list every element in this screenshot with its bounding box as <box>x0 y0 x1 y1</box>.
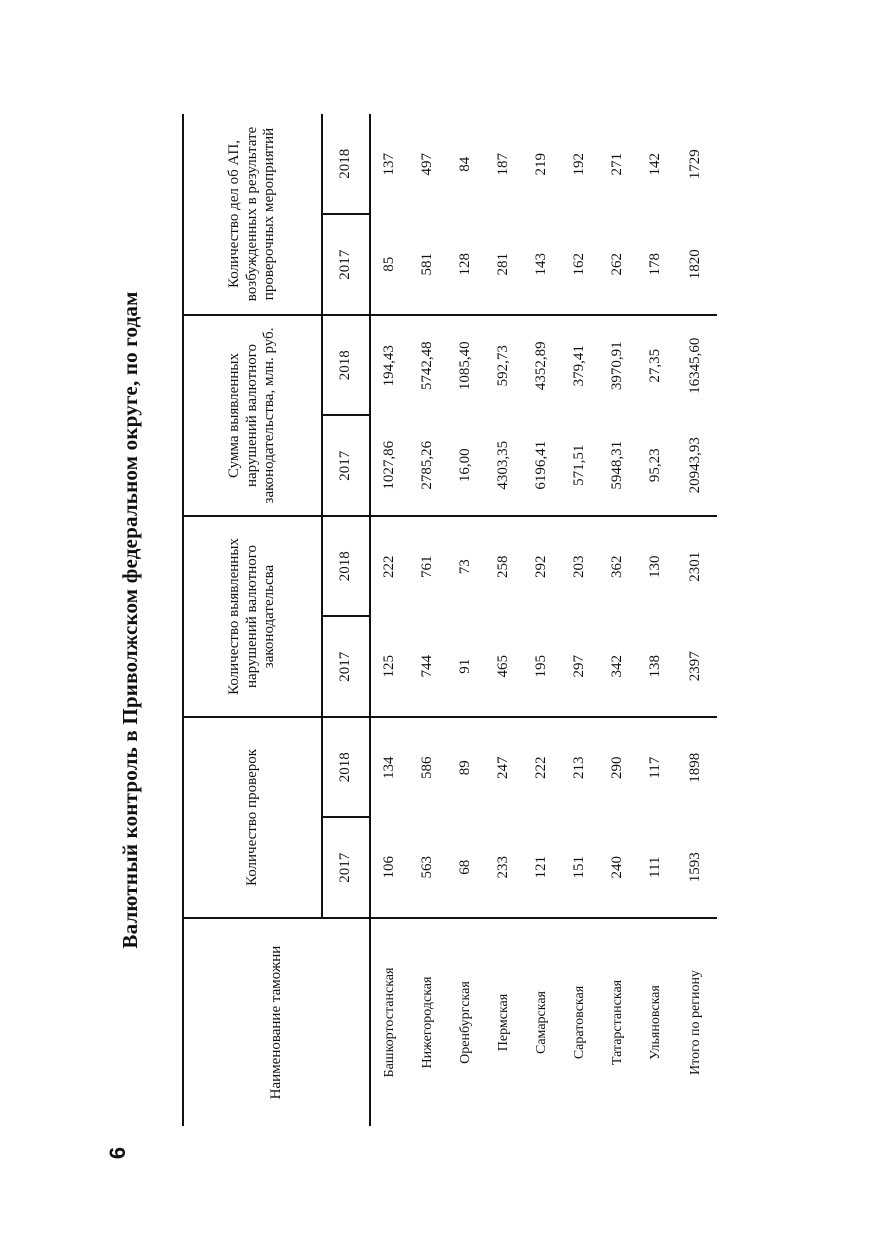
table-header-row <box>183 114 322 1126</box>
year-header: 2017 <box>322 215 370 316</box>
table-row <box>409 114 447 1126</box>
cell-value: 4352,89 <box>523 315 561 416</box>
cell-value: 586 <box>409 717 447 818</box>
row-name: Татарстанская <box>599 918 637 1126</box>
rotated-content <box>110 100 750 1140</box>
cell-value: 222 <box>370 516 409 617</box>
cell-value: 592,73 <box>485 315 523 416</box>
cell-value: 20943,93 <box>687 437 704 494</box>
cell-value: 187 <box>495 153 512 176</box>
cell-value: 1820 <box>687 249 704 280</box>
cell-value: 213 <box>561 717 599 818</box>
year-header: 2017 <box>322 617 370 718</box>
cell-value: 342 <box>609 655 626 678</box>
table-total-row <box>675 114 717 1126</box>
cell-value: 5742,48 <box>409 315 447 416</box>
cell-value: 465 <box>495 655 512 678</box>
cell-value: 151 <box>571 856 588 879</box>
group-header-violations <box>183 516 322 717</box>
cell-value: 194,43 <box>370 315 409 416</box>
table-row <box>447 114 485 1126</box>
currency-control-table <box>182 114 717 1126</box>
cell-value: 16345,60 <box>675 315 717 416</box>
year-header: 2018 <box>322 315 370 416</box>
cell-value: 68 <box>457 859 474 875</box>
year-header: 2018 <box>322 717 370 818</box>
cell-value: 117 <box>637 717 675 818</box>
cell-value: 4303,35 <box>495 440 512 490</box>
group-label: Количество дел об АП, возбужденных в результате проверочных мероприятий <box>226 126 277 302</box>
cell-value: 178 <box>647 253 664 276</box>
cell-value: 761 <box>409 516 447 617</box>
cell-value: 1593 <box>687 852 704 883</box>
row-name: Саратовская <box>561 918 599 1126</box>
table-row <box>370 114 409 1126</box>
cell-value: 281 <box>495 253 512 276</box>
cell-value: 2785,26 <box>419 440 436 490</box>
cell-value: 5948,31 <box>609 440 626 490</box>
row-name: Пермская <box>485 918 523 1126</box>
cell-value: 125 <box>381 655 398 678</box>
cell-value: 379,41 <box>561 315 599 416</box>
cell-value: 192 <box>571 153 588 176</box>
cell-value: 2397 <box>687 651 704 682</box>
cell-value: 89 <box>447 717 485 818</box>
name-column-header: Наименование таможни <box>183 918 370 1126</box>
table-row <box>523 114 561 1126</box>
page-number: 6 <box>105 1146 130 1160</box>
group-header-violation-sum <box>183 315 322 516</box>
cell-value: 297 <box>571 655 588 678</box>
cell-value: 271 <box>609 153 626 176</box>
cell-value: 27,35 <box>637 315 675 416</box>
cell-value: 233 <box>495 856 512 879</box>
year-header: 2018 <box>322 516 370 617</box>
cell-value: 138 <box>647 655 664 678</box>
group-label: Количество выявленных нарушений валютного законодательсва <box>226 538 277 695</box>
cell-value: 563 <box>419 856 436 879</box>
table-row <box>485 114 523 1126</box>
cell-value: 571,51 <box>571 444 588 486</box>
cell-value: 16,00 <box>457 448 474 483</box>
year-header: 2017 <box>322 818 370 919</box>
cell-value: 290 <box>599 717 637 818</box>
row-name: Оренбургская <box>447 918 485 1126</box>
cell-value: 262 <box>609 253 626 276</box>
cell-value: 121 <box>533 856 550 879</box>
row-name: Итого по региону <box>675 918 717 1126</box>
cell-value: 258 <box>485 516 523 617</box>
cell-value: 292 <box>523 516 561 617</box>
cell-value: 222 <box>523 717 561 818</box>
row-name: Нижегородская <box>409 918 447 1126</box>
cell-value: 1027,86 <box>381 440 398 490</box>
cell-value: 3970,91 <box>599 315 637 416</box>
cell-value: 362 <box>599 516 637 617</box>
cell-value: 247 <box>485 717 523 818</box>
cell-value: 137 <box>381 153 398 176</box>
table-title: Валютный контроль в Приволжском федеральном округе, по годам <box>117 291 142 949</box>
cell-value: 1898 <box>675 717 717 818</box>
row-name: Самарская <box>523 918 561 1126</box>
year-header: 2018 <box>322 114 370 215</box>
cell-value: 91 <box>457 658 474 674</box>
row-name: Ульяновская <box>637 918 675 1126</box>
cell-value: 203 <box>561 516 599 617</box>
group-label: Сумма выявленных нарушений валютного законодательства, млн. руб. <box>226 327 277 504</box>
cell-value: 497 <box>419 153 436 176</box>
cell-value: 240 <box>609 856 626 879</box>
cell-value: 130 <box>637 516 675 617</box>
cell-value: 106 <box>381 856 398 879</box>
cell-value: 111 <box>647 856 664 878</box>
cell-value: 581 <box>419 253 436 276</box>
group-header-ap-cases <box>183 114 322 315</box>
cell-value: 6196,41 <box>533 440 550 490</box>
cell-value: 162 <box>571 253 588 276</box>
cell-value: 128 <box>457 253 474 276</box>
table-row <box>561 114 599 1126</box>
row-name: Башкортостанская <box>370 918 409 1126</box>
cell-value: 195 <box>533 655 550 678</box>
year-header: 2017 <box>322 416 370 517</box>
cell-value: 73 <box>447 516 485 617</box>
cell-value: 142 <box>647 153 664 176</box>
cell-value: 85 <box>381 256 398 272</box>
group-header-inspections <box>183 717 322 918</box>
cell-value: 2301 <box>675 516 717 617</box>
cell-value: 134 <box>370 717 409 818</box>
table-row <box>599 114 637 1126</box>
group-label: Количество проверок <box>243 748 260 887</box>
table-row <box>637 114 675 1126</box>
cell-value: 1729 <box>687 149 704 180</box>
cell-value: 1085,40 <box>447 315 485 416</box>
cell-value: 95,23 <box>647 448 664 483</box>
cell-value: 84 <box>457 156 474 172</box>
cell-value: 143 <box>533 253 550 276</box>
cell-value: 219 <box>533 153 550 176</box>
cell-value: 744 <box>419 655 436 678</box>
